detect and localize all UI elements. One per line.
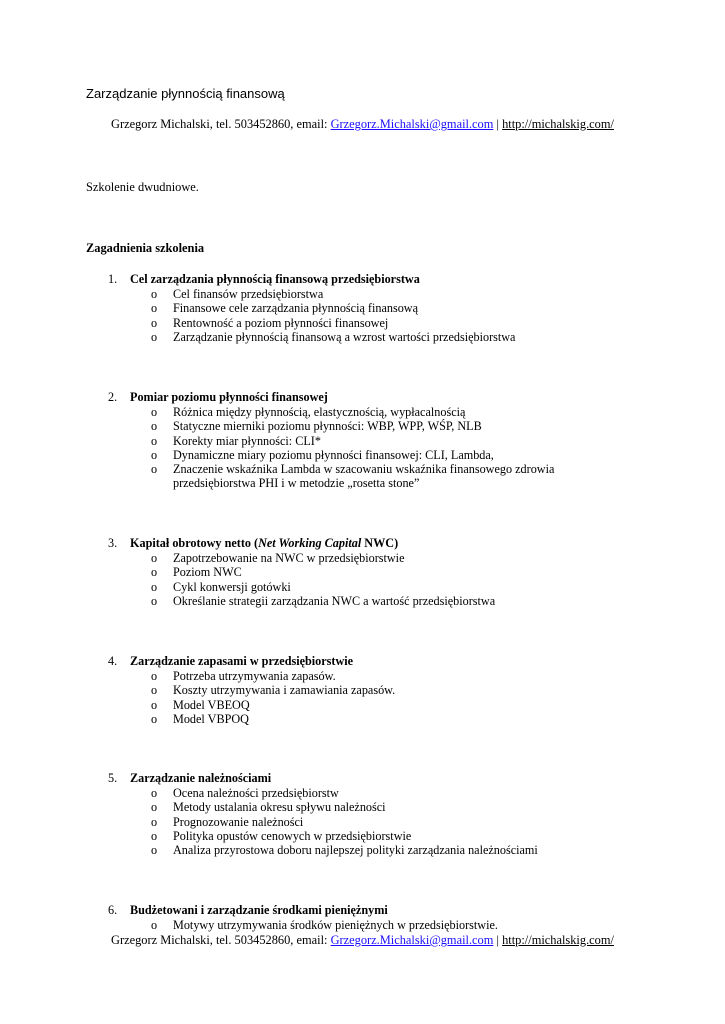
list-item-text: Metody ustalania okresu spływu należności	[173, 800, 386, 815]
contact-name-tel: Grzegorz Michalski, tel. 503452860, email:	[111, 933, 328, 947]
section-5	[0, 771, 725, 857]
bullet-icon: o	[151, 828, 158, 843]
section-title-row	[0, 771, 725, 786]
list-item	[0, 843, 725, 857]
bullet-icon: o	[151, 697, 158, 712]
section-3	[0, 536, 725, 608]
list-item-text: Cel finansów przedsiębiorstwa	[173, 287, 324, 301]
section-title-italic: Net Working Capital	[258, 536, 362, 550]
bullet-icon: o	[151, 315, 158, 330]
list-item-text: Model VBPOQ	[173, 711, 249, 726]
bullet-icon: o	[151, 419, 158, 434]
list-item-text: Potrzeba utrzymywania zapasów.	[173, 669, 336, 683]
item-list	[0, 551, 725, 608]
list-item	[0, 434, 725, 448]
list-item	[0, 594, 725, 608]
list-item	[0, 551, 725, 565]
bullet-icon: o	[151, 462, 158, 477]
list-item-text: Zapotrzebowanie na NWC w przedsiębiorstwie	[173, 551, 405, 565]
list-item-text: Ocena należności przedsiębiorstw	[173, 786, 339, 800]
list-item	[0, 316, 725, 330]
section-number: 6.	[108, 903, 118, 917]
item-list	[0, 669, 725, 726]
bullet-icon: o	[151, 683, 158, 698]
section-title-part: NWC)	[361, 536, 399, 550]
section-1	[0, 272, 725, 344]
topics-heading: Zagadnienia szkolenia	[86, 241, 205, 255]
list-item	[0, 565, 725, 579]
list-item	[0, 287, 725, 301]
section-4	[0, 654, 725, 726]
list-item	[0, 829, 725, 843]
section-title: Budżetowani i zarządzanie środkami pieniężnymi	[130, 903, 388, 917]
contact-name-tel: Grzegorz Michalski, tel. 503452860, email:	[111, 117, 328, 131]
bullet-icon: o	[151, 843, 158, 858]
bullet-icon: o	[151, 301, 158, 316]
bullet-icon: o	[151, 800, 158, 815]
section-title-row	[0, 272, 725, 287]
item-list	[0, 786, 725, 857]
list-item-text: Poziom NWC	[173, 565, 242, 580]
email-link[interactable]: Grzegorz.Michalski@gmail.com	[330, 117, 494, 131]
list-item-text: Zarządzanie płynnością finansową a wzrost wartości przedsiębiorstwa	[173, 329, 516, 344]
list-item-text: Różnica między płynnością, elastycznością, wypłacalnością	[173, 405, 466, 419]
email-link[interactable]: Grzegorz.Michalski@gmail.com	[330, 933, 494, 947]
section-6	[0, 903, 725, 932]
intro-text: Szkolenie dwudniowe.	[86, 180, 199, 194]
list-item-text: Model VBEOQ	[173, 697, 250, 712]
section-2	[0, 390, 725, 491]
contact-line-footer	[0, 933, 725, 948]
list-item-text: Statyczne mierniki poziomu płynności: WBP, WPP, WŚP, NLB	[173, 419, 482, 434]
list-item-text: Korekty miar płynności: CLI*	[173, 433, 321, 448]
bullet-icon: o	[151, 579, 158, 594]
list-item-text: Analiza przyrostowa doboru najlepszej polityki zarządzania należnościami	[173, 843, 538, 858]
list-item	[0, 815, 725, 829]
list-item	[0, 918, 725, 932]
item-list	[0, 918, 725, 932]
bullet-icon: o	[151, 433, 158, 448]
section-title-row	[0, 903, 725, 918]
list-item-text: Rentowność a poziom płynności finansowej	[173, 315, 389, 330]
bullet-icon: o	[151, 786, 158, 800]
section-title: Cel zarządzania płynnością finansową przedsiębiorstwa	[130, 272, 420, 286]
document-title: Zarządzanie płynnością finansową	[86, 86, 285, 101]
list-item-text: Finansowe cele zarządzania płynnością finansową	[173, 301, 418, 316]
list-item	[0, 405, 725, 419]
list-item-text: Określanie strategii zarządzania NWC a wartość przedsiębiorstwa	[173, 593, 496, 608]
list-item	[0, 580, 725, 594]
section-number: 5.	[108, 771, 118, 785]
list-item	[0, 698, 725, 712]
list-item	[0, 669, 725, 683]
list-item-text: Cykl konwersji gotówki	[173, 579, 291, 594]
bullet-icon: o	[151, 287, 158, 301]
list-item	[0, 301, 725, 315]
list-item	[0, 800, 725, 814]
bullet-icon: o	[151, 329, 158, 344]
list-item-text: Koszty utrzymywania i zamawiania zapasów.	[173, 683, 396, 698]
list-item	[0, 712, 725, 726]
bullet-icon: o	[151, 814, 158, 829]
list-item	[0, 786, 725, 800]
list-item	[0, 462, 725, 491]
bullet-icon: o	[151, 593, 158, 608]
section-title-row	[0, 536, 725, 551]
bullet-icon: o	[151, 711, 158, 726]
contact-separator: |	[496, 933, 499, 947]
section-title	[130, 536, 398, 551]
section-number: 3.	[108, 536, 118, 550]
contact-line-header	[0, 117, 725, 132]
section-title: Pomiar poziomu płynności finansowej	[130, 390, 328, 404]
list-item-text: Motywy utrzymywania środków pieniężnych w przedsiębiorstwie.	[173, 918, 498, 932]
website-link[interactable]: http://michalskig.com/	[502, 933, 614, 947]
list-item	[0, 419, 725, 433]
list-item	[0, 330, 725, 344]
bullet-icon: o	[151, 565, 158, 580]
item-list	[0, 287, 725, 344]
section-number: 2.	[108, 390, 118, 404]
bullet-icon: o	[151, 669, 158, 683]
list-item	[0, 683, 725, 697]
section-title-part: Kapitał obrotowy netto (	[130, 536, 259, 550]
list-item-text: Znaczenie wskaźnika Lambda w szacowaniu wskaźnika finansowego zdrowia przedsiębiorstwa PHI i w metodzie „rosetta stone”	[173, 462, 555, 491]
bullet-icon: o	[151, 918, 158, 932]
bullet-icon: o	[151, 551, 158, 565]
list-item-text: Polityka opustów cenowych w przedsiębiorstwie	[173, 828, 412, 843]
section-title-row	[0, 390, 725, 405]
bullet-icon: o	[151, 447, 158, 462]
bullet-icon: o	[151, 405, 158, 419]
section-title: Zarządzanie należnościami	[130, 771, 272, 785]
contact-separator: |	[496, 117, 499, 131]
item-list	[0, 405, 725, 491]
list-item	[0, 448, 725, 462]
list-item-text: Prognozowanie należności	[173, 814, 304, 829]
website-link[interactable]: http://michalskig.com/	[502, 117, 614, 131]
section-title: Zarządzanie zapasami w przedsiębiorstwie	[130, 654, 354, 668]
section-number: 1.	[108, 272, 118, 286]
section-number: 4.	[108, 654, 118, 668]
list-item-text: Dynamiczne miary poziomu płynności finansowej: CLI, Lambda,	[173, 447, 494, 462]
section-title-row	[0, 654, 725, 669]
